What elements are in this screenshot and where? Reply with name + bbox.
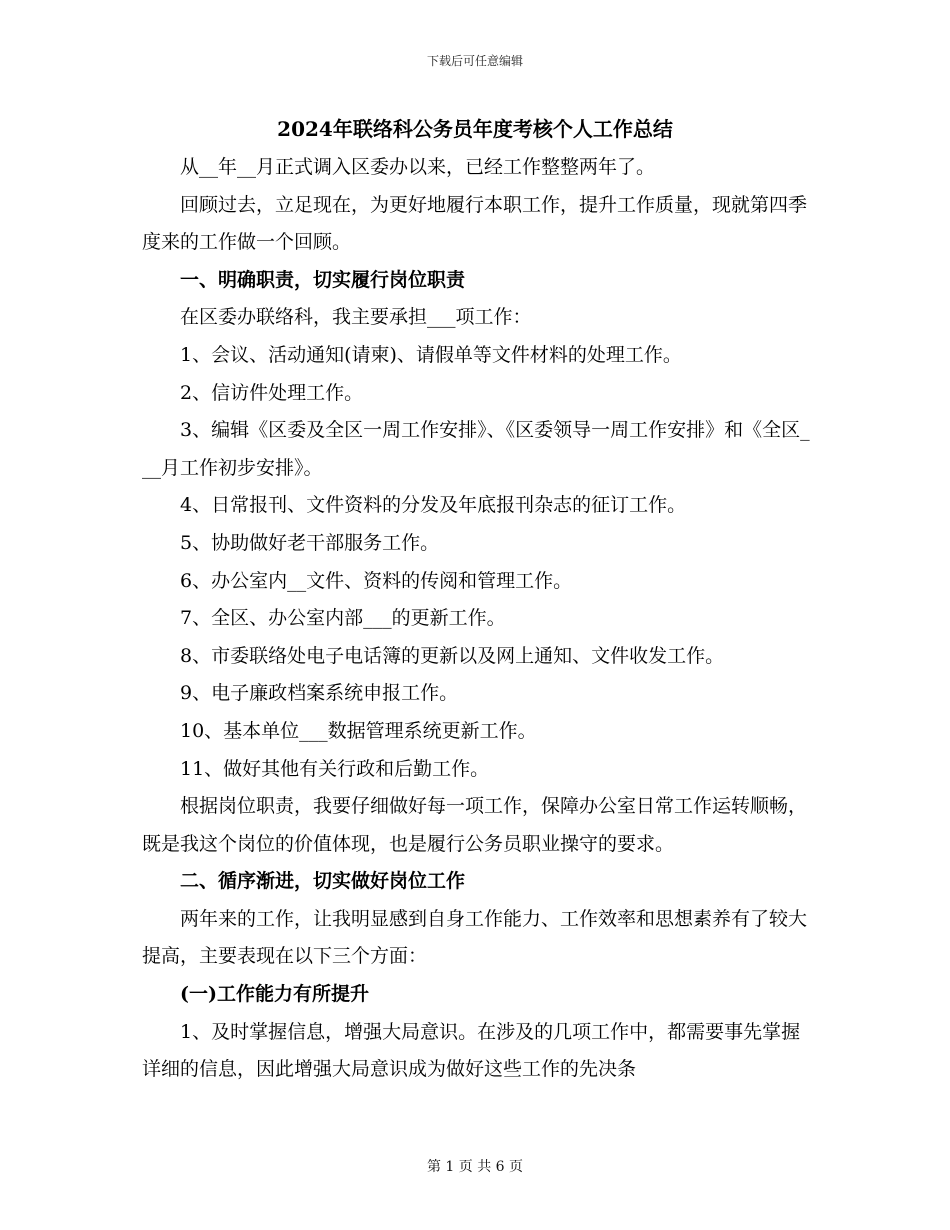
paragraph: 7、全区、办公室内部___的更新工作。 bbox=[180, 607, 506, 630]
paragraph: 11、做好其他有关行政和后勤工作。 bbox=[180, 757, 490, 780]
paragraph: 9、电子廉政档案系统申报工作。 bbox=[180, 682, 459, 705]
paragraph: 根据岗位职责，我要仔细做好每一项工作，保障办公室日常工作运转顺畅，既是我这个岗位的价值体现，也是履行公务员职业操守的要求。 bbox=[142, 795, 808, 855]
section-heading: (一)工作能力有所提升 bbox=[180, 983, 369, 1006]
document-title: 2024年联络科公务员年度考核个人工作总结 bbox=[277, 117, 673, 141]
section-heading: 二、循序渐进，切实做好岗位工作 bbox=[180, 870, 466, 893]
paragraph: 6、办公室内__文件、资料的传阅和管理工作。 bbox=[180, 569, 573, 592]
paragraph: 3、编辑《区委及全区一周工作安排》、《区委领导一周工作安排》和《全区___月工作初步安排》。 bbox=[142, 419, 810, 479]
paragraph: 4、日常报刊、文件资料的分发及年底报刊杂志的征订工作。 bbox=[180, 494, 687, 517]
page-header-note: 下载后可任意编辑 bbox=[426, 54, 523, 68]
paragraph: 5、协助做好老干部服务工作。 bbox=[180, 531, 440, 554]
paragraph: 10、基本单位___数据管理系统更新工作。 bbox=[180, 719, 537, 742]
paragraph: 两年来的工作，让我明显感到自身工作能力、工作效率和思想素养有了较大提高，主要表现在以下三个方面： bbox=[142, 907, 808, 968]
paragraph: 在区委办联络科，我主要承担___项工作： bbox=[180, 306, 532, 329]
document-body bbox=[142, 149, 810, 1089]
paragraph: 从__年__月正式调入区委办以来，已经工作整整两年了。 bbox=[180, 156, 656, 178]
paragraph: 2、信访件处理工作。 bbox=[180, 381, 364, 404]
paragraph: 1、会议、活动通知(请柬)、请假单等文件材料的处理工作。 bbox=[180, 343, 682, 366]
paragraph: 1、及时掌握信息，增强大局意识。在涉及的几项工作中，都需要事先掌握详细的信息，因此增强大局意识成为做好这些工作的先决条 bbox=[142, 1020, 801, 1081]
paragraph: 8、市委联络处电子电话簿的更新以及网上通知、文件收发工作。 bbox=[180, 644, 725, 667]
paragraph: 回顾过去，立足现在，为更好地履行本职工作，提升工作质量，现就第四季度来的工作做一个回顾。 bbox=[142, 193, 808, 254]
page-number: 第 1 页 共 6 页 bbox=[426, 1159, 524, 1175]
section-heading: 一、明确职责，切实履行岗位职责 bbox=[180, 268, 466, 291]
